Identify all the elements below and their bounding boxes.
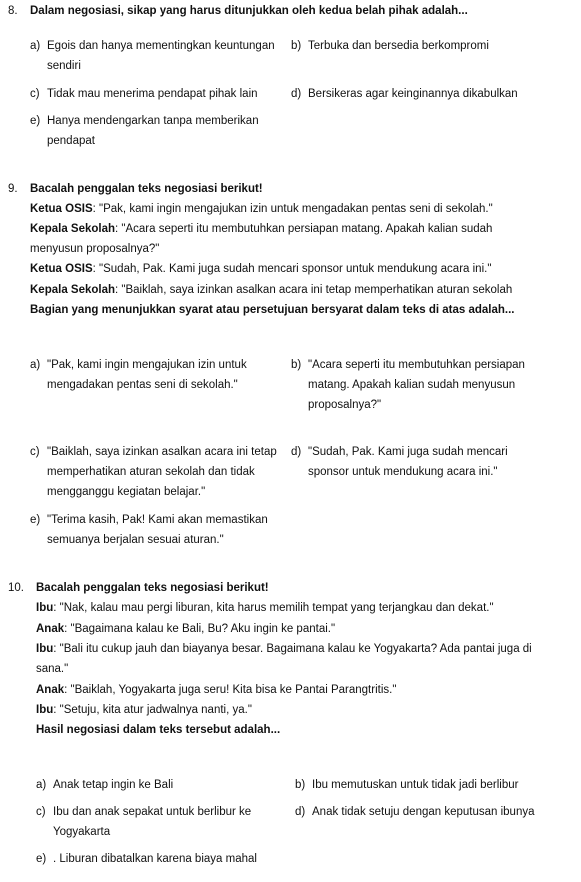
dialog-line [36, 643, 532, 655]
dialog-text: : "Pak, kami ingin mengajukan izin untuk mengadakan pentas seni di sekolah." [92, 203, 493, 215]
dialog-line [30, 203, 493, 215]
option-text: "Acara seperti itu membutuhkan persiapan [308, 359, 525, 371]
option-text: memperhatikan aturan sekolah dan tidak [47, 466, 255, 478]
dialog-text: : "Setuju, kita atur jadwalnya nanti, ya." [53, 704, 252, 716]
dialog-text-continued: menyusun proposalnya?" [30, 243, 160, 255]
option-label: e) [30, 115, 41, 127]
option-text: "Baiklah, saya izinkan asalkan acara ini tetap [47, 446, 277, 458]
option-text: mengadakan pentas seni di sekolah." [47, 379, 238, 391]
option-label: d) [295, 806, 306, 818]
option-text: Ibu memutuskan untuk tidak jadi berlibur [312, 779, 519, 791]
option-text: Anak tidak setuju dengan keputusan ibunya [312, 806, 535, 818]
dialog-text: : "Baiklah, Yogyakarta juga seru! Kita bisa ke Pantai Parangtritis." [64, 684, 397, 696]
dialog-line [36, 602, 494, 614]
option-label: e) [30, 514, 41, 526]
speaker-name: Ketua OSIS [30, 263, 93, 275]
option-label: a) [36, 779, 47, 791]
dialog-text: : "Bagaimana kalau ke Bali, Bu? Aku ingin ke pantai." [64, 623, 336, 635]
option-label: b) [291, 359, 302, 371]
speaker-name: Anak [36, 623, 65, 635]
dialog-text: : "Bali itu cukup jauh dan biayanya besar. Bagaimana kalau ke Yogyakarta? Ada pantai juga di [53, 643, 532, 655]
question-number: 9. [8, 183, 18, 195]
question-number: 10. [8, 582, 24, 594]
option-text: semuanya berjalan sesuai aturan." [47, 534, 224, 546]
option-text: "Terima kasih, Pak! Kami akan memastikan [47, 514, 268, 526]
question-stem: Bacalah penggalan teks negosiasi berikut! [30, 183, 263, 195]
option-label: d) [291, 446, 302, 458]
option-label: c) [30, 88, 40, 100]
dialog-line [30, 284, 512, 296]
dialog-line [30, 223, 492, 235]
question-stem: Dalam negosiasi, sikap yang harus ditunjukkan oleh kedua belah pihak adalah... [30, 5, 468, 17]
dialog-line [36, 704, 252, 716]
option-text: "Sudah, Pak. Kami juga sudah mencari [308, 446, 508, 458]
speaker-name: Ibu [36, 704, 54, 716]
dialog-line [36, 623, 335, 635]
option-label: d) [291, 88, 302, 100]
option-text: proposalnya?" [308, 399, 382, 411]
speaker-name: Anak [36, 684, 65, 696]
option-text: Ibu dan anak sepakat untuk berlibur ke [53, 806, 252, 818]
option-text: . Liburan dibatalkan karena biaya mahal [53, 853, 257, 865]
question-stem: Bacalah penggalan teks negosiasi berikut! [36, 582, 269, 594]
option-text: Bersikeras agar keinginannya dikabulkan [308, 88, 518, 100]
option-text: sendiri [47, 60, 81, 72]
option-label: b) [295, 779, 306, 791]
dialog-text: : "Nak, kalau mau pergi liburan, kita harus memilih tempat yang terjangkau dan dekat." [53, 602, 494, 614]
option-text: Anak tetap ingin ke Bali [53, 779, 174, 791]
option-label: a) [30, 359, 41, 371]
option-text: Yogyakarta [53, 826, 111, 838]
dialog-text: : "Baiklah, saya izinkan asalkan acara ini tetap memperhatikan aturan sekolah [115, 284, 513, 296]
option-label: a) [30, 40, 41, 52]
speaker-name: Ibu [36, 643, 54, 655]
option-label: e) [36, 853, 47, 865]
question-prompt: Hasil negosiasi dalam teks tersebut adalah... [36, 724, 281, 736]
speaker-name: Ibu [36, 602, 54, 614]
speaker-name: Kepala Sekolah [30, 284, 116, 296]
dialog-text-continued: sana." [36, 663, 69, 675]
option-text: matang. Apakah kalian sudah menyusun [308, 379, 516, 391]
question-prompt: Bagian yang menunjukkan syarat atau persetujuan bersyarat dalam teks di atas adalah... [30, 304, 515, 316]
dialog-text: : "Sudah, Pak. Kami juga sudah mencari sponsor untuk mendukung acara ini." [92, 263, 492, 275]
speaker-name: Ketua OSIS [30, 203, 93, 215]
dialog-text: : "Acara seperti itu membutuhkan persiapan matang. Apakah kalian sudah [115, 223, 493, 235]
option-text: sponsor untuk mendukung acara ini." [308, 466, 498, 478]
option-label: b) [291, 40, 302, 52]
option-text: Tidak mau menerima pendapat pihak lain [47, 88, 258, 100]
option-text: Hanya mendengarkan tanpa memberikan [47, 115, 259, 127]
option-text: mengganggu kegiatan belajar." [47, 486, 206, 498]
dialog-line [30, 263, 491, 275]
question-number: 8. [8, 5, 18, 17]
option-label: c) [30, 446, 40, 458]
dialog-line [36, 684, 396, 696]
option-text: "Pak, kami ingin mengajukan izin untuk [47, 359, 247, 371]
option-text: Egois dan hanya mementingkan keuntungan [47, 40, 275, 52]
speaker-name: Kepala Sekolah [30, 223, 116, 235]
option-text: Terbuka dan bersedia berkompromi [308, 40, 489, 52]
option-text: pendapat [47, 135, 95, 147]
option-label: c) [36, 806, 46, 818]
